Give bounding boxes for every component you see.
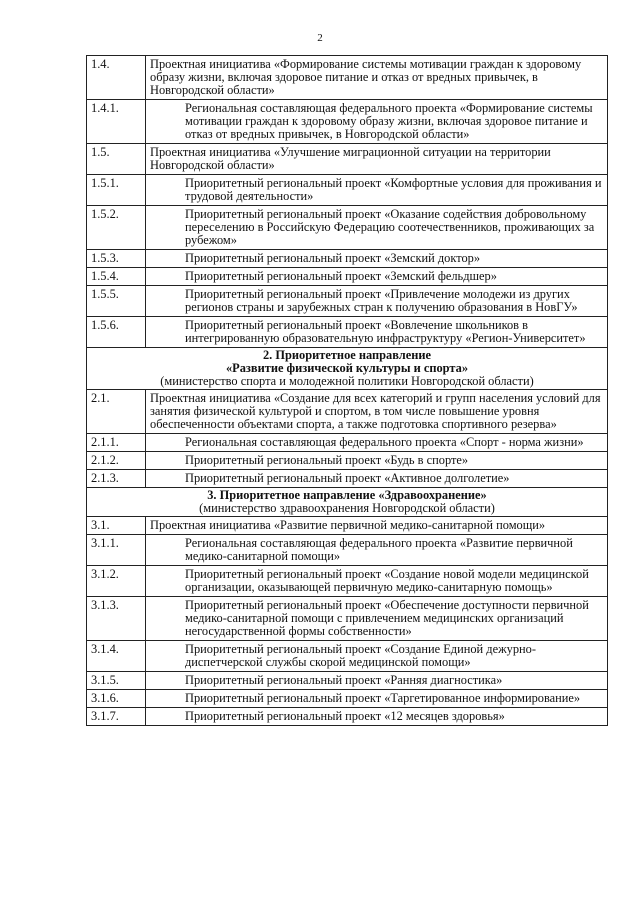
section-ministry: (министерство спорта и молодежной политики Новгородской области) — [160, 374, 534, 388]
item-number: 3.1. — [87, 517, 146, 535]
item-number: 2.1.3. — [87, 470, 146, 488]
item-number: 2.1. — [87, 390, 146, 434]
table-row — [87, 434, 608, 452]
table-row — [87, 286, 608, 317]
section-header-cell — [87, 348, 608, 390]
item-text: Приоритетный региональный проект «Обеспечение доступности первичной медико-санитарной помощи с привлечением медицинских организаций негосударственной формы собственности» — [146, 597, 608, 641]
projects-table — [86, 55, 608, 726]
projects-table-body — [87, 56, 608, 726]
section-ministry: (министерство здравоохранения Новгородской области) — [199, 501, 495, 515]
item-text: Приоритетный региональный проект «Привлечение молодежи из других регионов страны и зарубежных стран к получению образования в НовГУ» — [146, 286, 608, 317]
section-header-row — [87, 348, 608, 390]
table-row — [87, 597, 608, 641]
section-header-row — [87, 488, 608, 517]
item-text: Приоритетный региональный проект «Земский фельдшер» — [146, 268, 608, 286]
table-row — [87, 535, 608, 566]
item-text: Проектная инициатива «Развитие первичной медико-санитарной помощи» — [146, 517, 608, 535]
section-title: 2. Приоритетное направление — [262, 348, 432, 362]
item-number: 3.1.7. — [87, 708, 146, 726]
item-number: 1.5.5. — [87, 286, 146, 317]
table-row — [87, 690, 608, 708]
item-number: 3.1.6. — [87, 690, 146, 708]
item-text: Региональная составляющая федерального проекта «Формирование системы мотивации граждан к здоровому образу жизни, включая здоровое питание и отказ от вредных привычек, в Новгородской области» — [146, 100, 608, 144]
item-text: Проектная инициатива «Создание для всех категорий и групп населения условий для занятия физической культурой и спортом, в том числе повышение уровня обеспеченности объектами спорта, а также подготовка спортивного резерва» — [146, 390, 608, 434]
item-number: 3.1.3. — [87, 597, 146, 641]
item-text: Приоритетный региональный проект «Будь в спорте» — [146, 452, 608, 470]
item-text: Региональная составляющая федерального проекта «Спорт - норма жизни» — [146, 434, 608, 452]
item-number: 3.1.1. — [87, 535, 146, 566]
item-text: Приоритетный региональный проект «Земский доктор» — [146, 250, 608, 268]
section-header-cell — [87, 488, 608, 517]
table-row — [87, 708, 608, 726]
item-number: 1.5.1. — [87, 175, 146, 206]
table-row — [87, 206, 608, 250]
item-text: Приоритетный региональный проект «12 месяцев здоровья» — [146, 708, 608, 726]
table-row — [87, 268, 608, 286]
table-row — [87, 317, 608, 348]
item-text: Приоритетный региональный проект «Создание Единой дежурно-диспетчерской службы скорой медицинской помощи» — [146, 641, 608, 672]
table-row — [87, 100, 608, 144]
item-text: Проектная инициатива «Формирование системы мотивации граждан к здоровому образу жизни, включая здоровое питание и отказ от вредных привычек, в Новгородской области» — [146, 56, 608, 100]
item-number: 1.5.4. — [87, 268, 146, 286]
table-row — [87, 144, 608, 175]
item-text: Приоритетный региональный проект «Комфортные условия для проживания и трудовой деятельности» — [146, 175, 608, 206]
item-text: Региональная составляющая федерального проекта «Развитие первичной медико-санитарной помощи» — [146, 535, 608, 566]
table-row — [87, 56, 608, 100]
item-text: Приоритетный региональный проект «Оказание содействия добровольному переселению в Российскую Федерацию соотечественников, проживающих за рубежом» — [146, 206, 608, 250]
item-number: 1.5.6. — [87, 317, 146, 348]
item-number: 1.5.3. — [87, 250, 146, 268]
item-number: 2.1.2. — [87, 452, 146, 470]
table-row — [87, 470, 608, 488]
table-row — [87, 641, 608, 672]
item-text: Приоритетный региональный проект «Вовлечение школьников в интегрированную образовательную инфраструктуру «Регион-Университет» — [146, 317, 608, 348]
table-row — [87, 250, 608, 268]
section-title: 3. Приоритетное направление «Здравоохранение» — [207, 488, 487, 502]
item-text: Приоритетный региональный проект «Активное долголетие» — [146, 470, 608, 488]
section-title-line2: «Развитие физической культуры и спорта» — [225, 361, 469, 375]
item-number: 1.4.1. — [87, 100, 146, 144]
table-row — [87, 175, 608, 206]
item-number: 1.5.2. — [87, 206, 146, 250]
table-row — [87, 390, 608, 434]
item-text: Приоритетный региональный проект «Ранняя диагностика» — [146, 672, 608, 690]
item-text: Приоритетный региональный проект «Таргетированное информирование» — [146, 690, 608, 708]
table-row — [87, 452, 608, 470]
table-row — [87, 566, 608, 597]
item-text: Проектная инициатива «Улучшение миграционной ситуации на территории Новгородской области» — [146, 144, 608, 175]
table-row — [87, 517, 608, 535]
item-number: 3.1.4. — [87, 641, 146, 672]
table-row — [87, 672, 608, 690]
item-text: Приоритетный региональный проект «Создание новой модели медицинской организации, оказывающей первичную медико-санитарную помощь» — [146, 566, 608, 597]
item-number: 2.1.1. — [87, 434, 146, 452]
item-number: 3.1.5. — [87, 672, 146, 690]
item-number: 3.1.2. — [87, 566, 146, 597]
item-number: 1.5. — [87, 144, 146, 175]
page-number: 2 — [317, 32, 323, 44]
item-number: 1.4. — [87, 56, 146, 100]
